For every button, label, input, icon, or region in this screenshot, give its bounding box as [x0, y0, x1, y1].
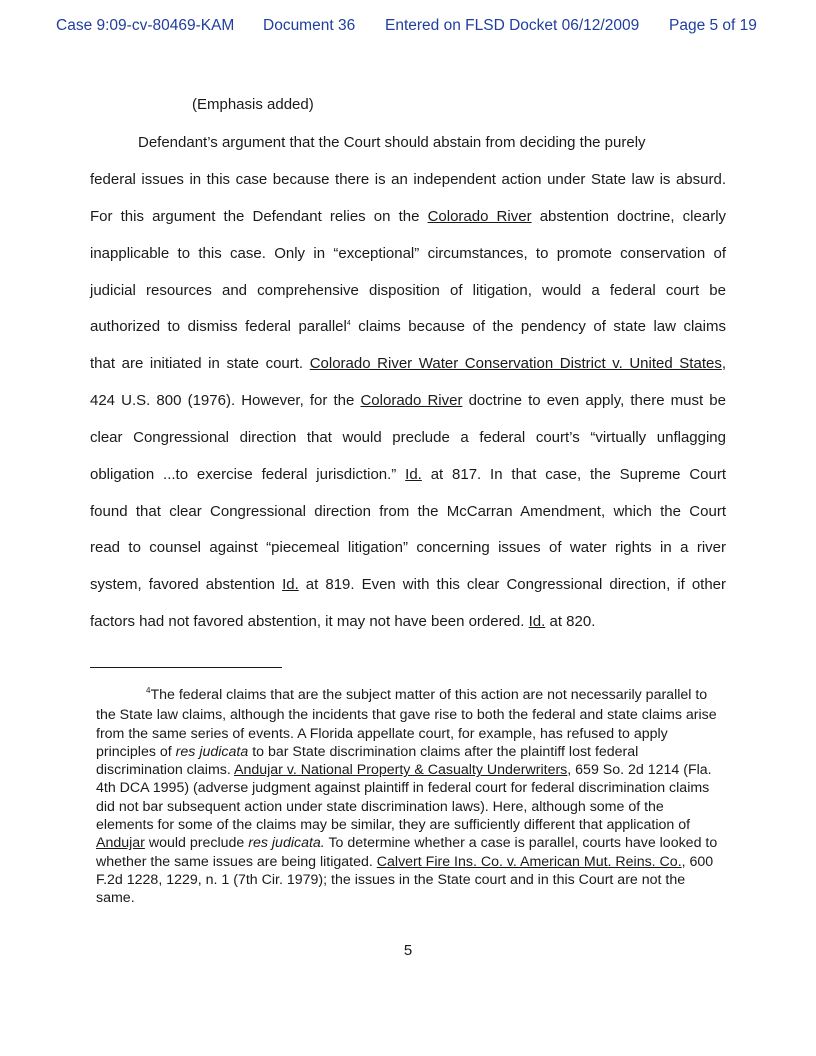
paragraph-line: clear Congressional direction that would preclude a federal court’s “virtually unflagging — [90, 429, 726, 446]
paragraph-line: Defendant’s argument that the Court should abstain from deciding the purely — [138, 134, 646, 151]
paragraph-line: system, favored abstention Id. at 819. Even with this clear Congressional direction, if other — [90, 576, 727, 593]
paragraph-line: found that clear Congressional direction from the McCarran Amendment, which the Court — [90, 503, 726, 520]
document-number: Document 36 — [263, 17, 356, 34]
case-citation: Id. — [405, 466, 422, 483]
paragraph-line: authorized to dismiss federal parallel$^4$ claims because of the pendency of state law claims — [90, 318, 726, 335]
paragraph-line: inapplicable to this case. Only in “exceptional” circumstances, to promote conservation of — [90, 245, 726, 262]
page-indicator: Page 5 of 19 — [669, 17, 757, 34]
footnote-mark: 4 — [146, 686, 151, 695]
emphasis-note: (Emphasis added) — [192, 96, 314, 113]
paragraph-line: read to counsel against “piecemeal litigation” concerning issues of water rights in a river — [90, 539, 726, 556]
case-citation: Id. — [282, 576, 299, 593]
case-citation: Andujar — [96, 835, 145, 852]
paragraph-line: factors had not favored abstention, it may not have been ordered. Id. at 820. — [90, 613, 596, 630]
page-number: 5 — [403, 942, 413, 959]
footnote-reference: 4 — [346, 320, 351, 327]
case-citation: Id. — [528, 613, 546, 630]
paragraph-line: that are initiated in state court. Colorado River Water Conservation District v. United States, — [90, 355, 727, 372]
paragraph-line: obligation ...to exercise federal jurisdiction.” Id. at 817. In that case, the Supreme Court — [90, 466, 727, 483]
case-citation: Calvert Fire Ins. Co. v. American Mut. Reins. Co. — [376, 853, 682, 870]
docket-entry: Entered on FLSD Docket 06/12/2009 — [385, 17, 640, 34]
paragraph-line: federal issues in this case because there is an independent action under State law is absurd. — [90, 171, 726, 188]
footnote-4: $^4$The federal claims that are the subject matter of this action are not necessarily parallel to the State law claims, although the incidents that gave rise to both the federal and state claims arise from the same series of events. A Florida appellate court, for example, has refused to apply principles of res judicata to bar State discrimination claims after the plaintiff lost federal discrimination claims. Andujar v. National Property & Casualty Underwriters, 659 So. 2d 1214 (Fla. 4th DCA 1995) (adverse judgment against plaintiff in federal court for federal discrimination claims did not bar subsequent action under state discrimination laws). Here, although some of the elements for some of the claims may be similar, they are sufficiently different that application of Andujar would preclude res judicata. To determine whether a case is parallel, courts have looked to whether the same issues are being litigated. Calvert Fire Ins. Co. v. American Mut. Reins. Co., 600 F.2d 1228, 1229, n. 1 (7th Cir. 1979); the issues in the State court and in this Court are not the same. — [96, 686, 718, 907]
case-number: Case 9:09-cv-80469-KAM — [56, 17, 235, 34]
case-citation: Andujar v. National Property & Casualty Underwriters — [234, 762, 568, 779]
docket-header — [0, 17, 816, 39]
paragraph-line: judicial resources and comprehensive disposition of litigation, would a federal court be — [90, 282, 726, 299]
paragraph-line: 424 U.S. 800 (1976). However, for the Colorado River doctrine to even apply, there must be — [90, 392, 726, 409]
case-citation: Colorado River — [360, 392, 463, 409]
case-citation: Colorado River — [427, 208, 532, 225]
footnote-separator — [90, 667, 282, 668]
case-citation: Colorado River Water Conservation District v. United States — [309, 355, 722, 372]
paragraph-line: For this argument the Defendant relies on the Colorado River abstention doctrine, clearly — [90, 208, 727, 225]
